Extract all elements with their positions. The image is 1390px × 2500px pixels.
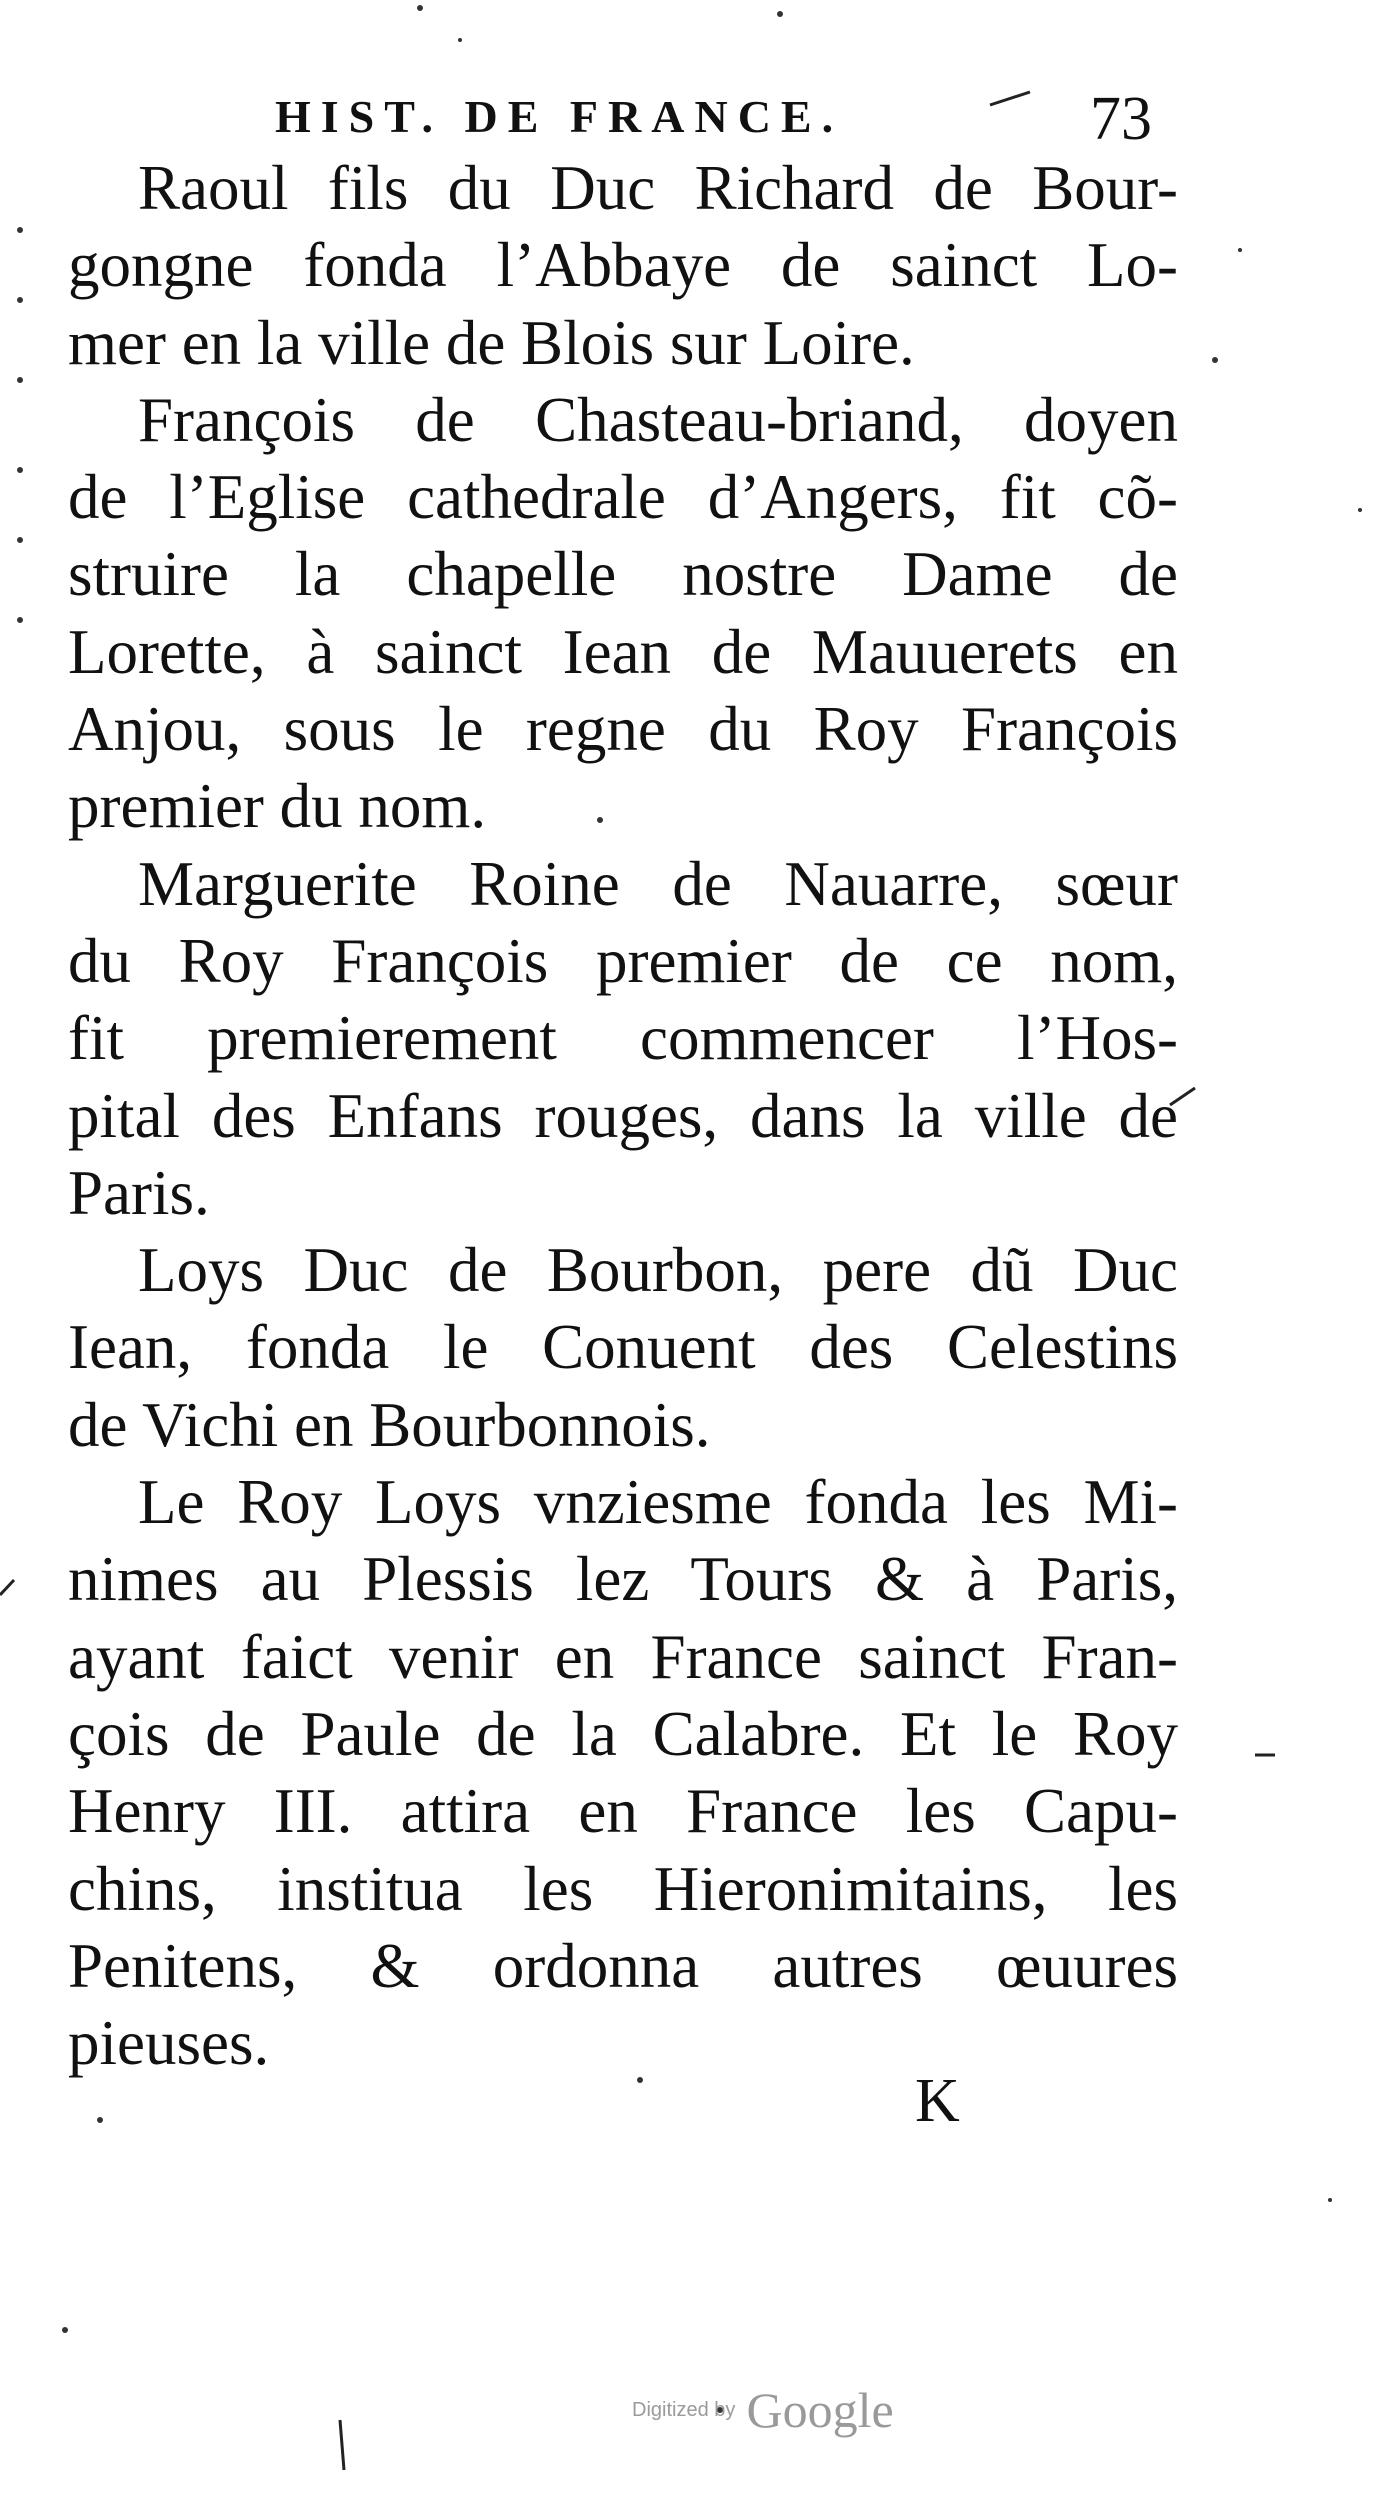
text-line: François de Chasteau-briand, doyen [138,384,1178,455]
text-line: Anjou, sous le regne du Roy François [68,694,1178,765]
catchword: K [915,2067,960,2135]
text-line: struire la chapelle nostre Dame de [68,539,1178,610]
text-line: premier du nom. [68,771,487,842]
text-line: Marguerite Roine de Nauarre, sœur [138,848,1178,919]
google-logo: Google [746,2382,894,2438]
text-line: Lorette, à sainct Iean de Mauuerets en [68,616,1178,687]
digitized-watermark [632,2382,894,2438]
running-title: HIST. DE FRANCE. [275,91,844,142]
body-text [68,150,1178,2082]
text-line: çois de Paule de la Calabre. Et le Roy [68,1698,1178,1769]
text-line: du Roy François premier de ce nom, [68,925,1178,996]
text-line: Raoul fils du Duc Richard de Bour- [138,153,1178,223]
text-line: de Vichi en Bourbonnois. [68,1389,711,1460]
text-line: Penitens, & ordonna autres œuures [68,1930,1178,2001]
text-line: Le Roy Loys vnziesme fonda les Mi- [138,1467,1178,1538]
text-line: mer en la ville de Blois sur Loire. [68,307,915,378]
text-line: Iean, fonda le Conuent des Celestins [68,1312,1178,1383]
text-line: Henry III. attira en France les Capu- [68,1776,1178,1847]
text-line: Loys Duc de Bourbon, pere dũ Duc [138,1235,1178,1306]
text-line: nimes au Plessis lez Tours & à Paris, [68,1544,1178,1615]
text-line: pital des Enfans rouges, dans la ville de [68,1080,1178,1151]
text-line: Paris. [68,1157,210,1228]
text-line: fit premierement commencer l’Hos- [68,1003,1178,1074]
text-line: pieuses. [68,2008,270,2079]
text-line: ayant faict venir en France sainct Fran- [68,1621,1178,1692]
page-number: 73 [1090,85,1152,153]
watermark-prefix: Digitized by [632,2399,736,2421]
text-line: chins, institua les Hieronimitains, les [68,1853,1178,1924]
text-line: de l’Eglise cathedrale d’Angers, fit cõ- [68,462,1178,533]
text-line: gongne fonda l’Abbaye de sainct Lo- [68,230,1178,301]
